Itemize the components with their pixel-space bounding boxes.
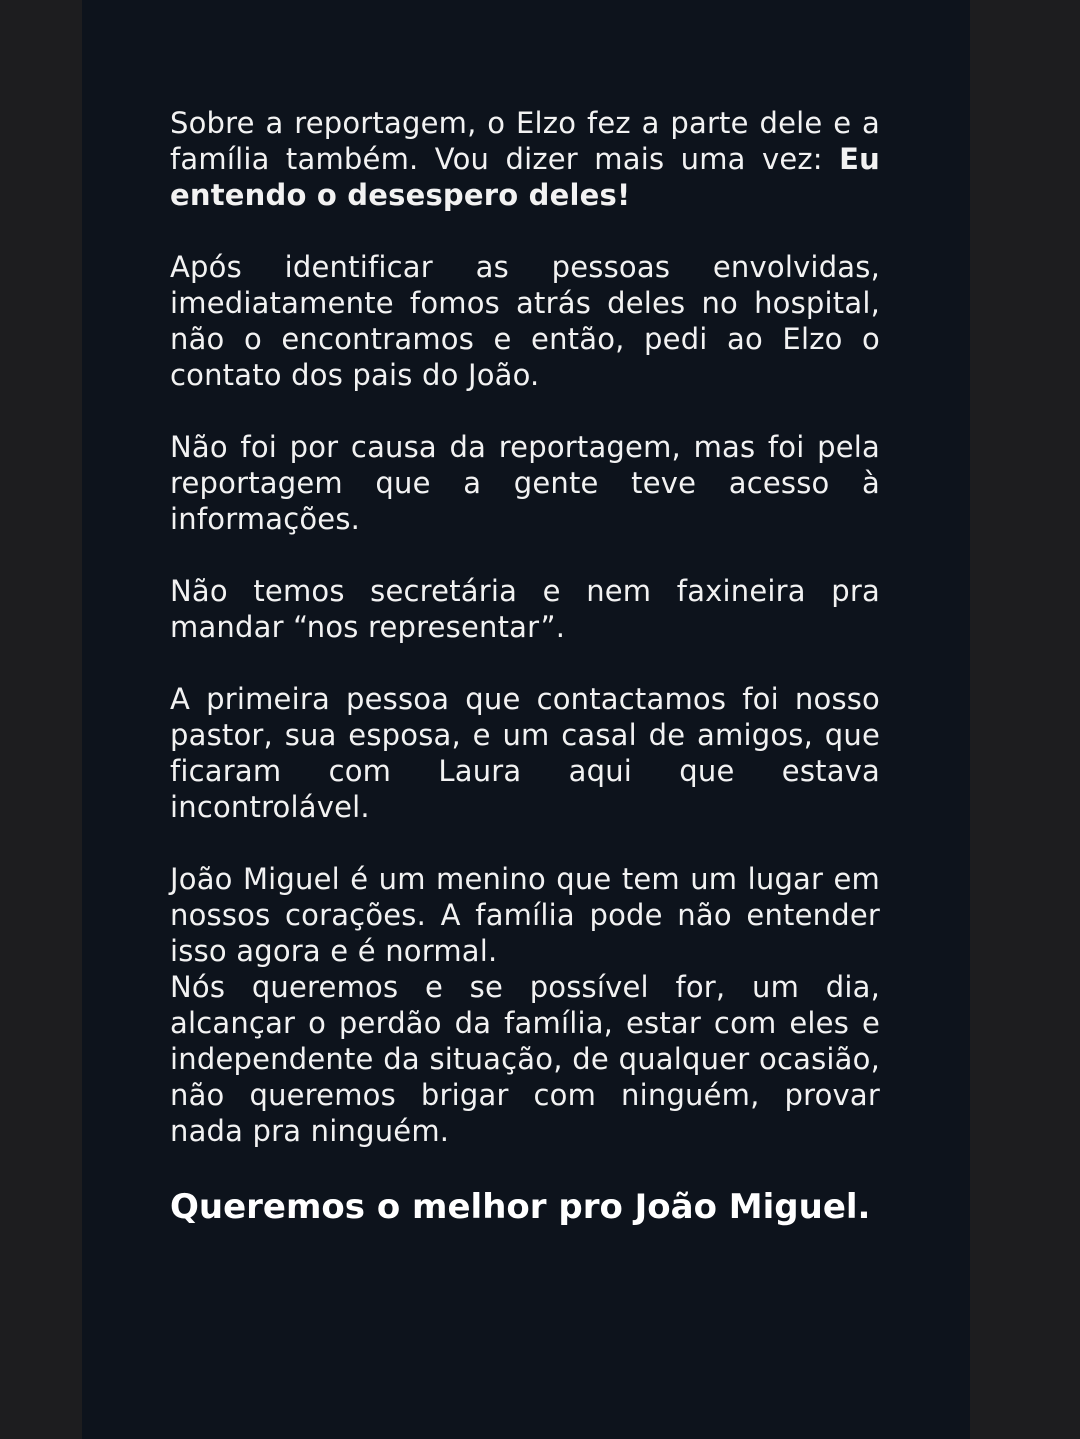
right-margin <box>970 0 1080 1439</box>
statement-text <box>170 105 880 1229</box>
paragraph-3: Não foi por causa da reportagem, mas foi pela reportagem que a gente teve acesso à informações. <box>170 430 880 536</box>
paragraph-5: A primeira pessoa que contactamos foi nosso pastor, sua esposa, e um casal de amigos, que ficaram com Laura aqui que estava incontrolável. <box>170 682 880 824</box>
closing-statement: Queremos o melhor pro João Miguel. <box>170 1187 871 1227</box>
paragraph-6: João Miguel é um menino que tem um lugar em nossos corações. A família pode não entender isso agora e é normal. <box>170 862 880 968</box>
paragraph-2: Após identificar as pessoas envolvidas, imediatamente fomos atrás deles no hospital, não o encontramos e então, pedi ao Elzo o contato dos pais do João. <box>170 250 880 392</box>
left-margin <box>0 0 82 1439</box>
paragraph-1-text: Sobre a reportagem, o Elzo fez a parte dele e a família também. Vou dizer mais uma vez: <box>170 106 880 176</box>
text-card <box>82 0 970 1439</box>
paragraph-7: Nós queremos e se possível for, um dia, alcançar o perdão da família, estar com eles e independente da situação, de qualquer ocasião, não queremos brigar com ninguém, provar nada pra ninguém. <box>170 970 880 1148</box>
paragraph-1-bold: Eu entendo o desespero deles! <box>170 142 880 212</box>
paragraph-4: Não temos secretária e nem faxineira pra mandar “nos representar”. <box>170 574 880 644</box>
paragraph-1 <box>170 105 880 213</box>
